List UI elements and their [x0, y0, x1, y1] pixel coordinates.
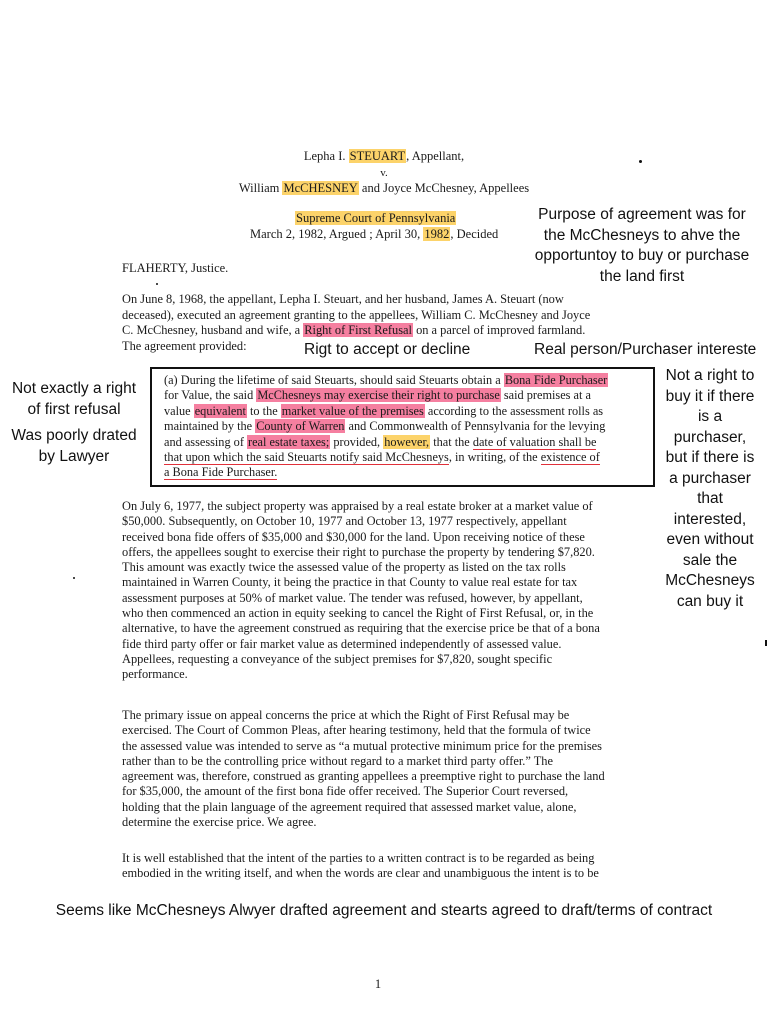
note-purpose: Purpose of agreement was for the McChesneys to ahve the opportuntoy to buy or purchase the land first	[534, 206, 750, 285]
caption-appellant: Lepha I. STEUART, Appellant,	[303, 149, 465, 163]
highlight-mcchesney: McCHESNEY	[283, 181, 358, 195]
note-not-exactly-right: Not exactly a right of first refusal	[11, 380, 137, 418]
caption-appellees: William McCHESNEY and Joyce McChesney, Appellees	[238, 181, 530, 195]
note-real-person: Real person/Purchaser intereste	[534, 341, 757, 358]
paragraph-appraisal: On July 6, 1977, the subject property was appraised by a real estate broker at a market value of $50,000. Subsequently, on October 10, 1977 and October 13, 1977 respectively, appellant received bona fide offers of $35,000 and $30,000 for the land. Upon receiving notice of these offers, the appellees sought to exercise their right to purchase the property by tendering $7,820. This amount was exactly twice the assessed value of the property as listed on the tax rolls maintained in Warren County, it being the practice in that County to value real estate for tax assessment purposes at 50% of market value. The tender was refused, however, by appellant, who then commenced an action in equity seeking to cancel the Right of First Refusal, or, in the alternative, to have the agreement construed as requiring that the exercise price be that of a bona fide third party offer or fair market value as determined independently of assessed value. Appellees, requesting a conveyance of the subject premises for $7,820, sought specific performance.	[122, 499, 600, 682]
decision-date: March 2, 1982, Argued ; April 30, 1982, Decided	[250, 227, 499, 241]
note-bottom-summary: Seems like McChesneys Alwyer drafted agreement and stearts agreed to draft/terms of contract	[55, 902, 713, 919]
note-poorly-drafted: Was poorly drated by Lawyer	[11, 427, 137, 465]
scan-dot	[73, 577, 75, 579]
scan-dot	[639, 160, 642, 163]
highlight-right-of-first-refusal: Right of First Refusal	[304, 323, 412, 337]
note-not-a-right: Not a right to buy it if there is a purchaser, but if there is a purchaser that interested, even without sale the McChesneys can buy it	[665, 367, 755, 610]
highlight-steuart: STEUART	[349, 149, 406, 163]
paragraph-primary-issue: The primary issue on appeal concerns the price at which the Right of First Refusal may be exercised. The Court of Common Pleas, after hearing testimony, held that the formula of twice the assessed value was intended to serve as “a mutual protective minimum price for the premises rather than to be the controlling price without regard to a market third party offer.” The agreement was, therefore, construed as granting appellees a preemptive right to purchase the land for $35,000, the amount of the first bona fide offer received. The Superior Court reversed, holding that the plain language of the agreement required that assessed market value, alone, determine the exercise price. We agree.	[122, 708, 605, 830]
scan-dot	[765, 640, 767, 646]
note-rigt-to-accept: Rigt to accept or decline	[304, 341, 471, 358]
paragraph-intro: On June 8, 1968, the appellant, Lepha I. Steuart, and her husband, James A. Steuart (now deceased), executed an agreement granting to the appellees, William C. McChesney and Joyce C. McChesney, husband and wife, a Right of First Refusal on a parcel of improved farmland. The agreement provided:	[122, 292, 591, 353]
caption-versus: v.	[380, 167, 388, 179]
paragraph-intent: It is well established that the intent of the parties to a written contract is to be regarded as being embodied in the writing itself, and when the words are clear and unambiguous the intent is to be	[122, 851, 599, 881]
page-number: 1	[374, 977, 382, 991]
court-name: Supreme Court of Pennsylvania	[296, 211, 456, 225]
agreement-quote-box	[150, 367, 655, 487]
scan-dot	[156, 283, 158, 285]
agreement-quote-text: (a) During the lifetime of said Steuarts, should said Steuarts obtain a Bona Fide Purchaser for Value, the said McChesneys may exercise their right to purchase said premises at a value equivalent to the market value of the premises according to the assessment rolls as maintained by the County of Warren and Commonwealth of Pennsylvania for the levying and assessing of real estate taxes; provided, however, that the date of valuation shall be that upon which the said Steuarts notify said McChesneys, in writing, of the existence of a Bona Fide Purchaser.	[164, 373, 608, 480]
justice-line: FLAHERTY, Justice.	[122, 261, 229, 275]
